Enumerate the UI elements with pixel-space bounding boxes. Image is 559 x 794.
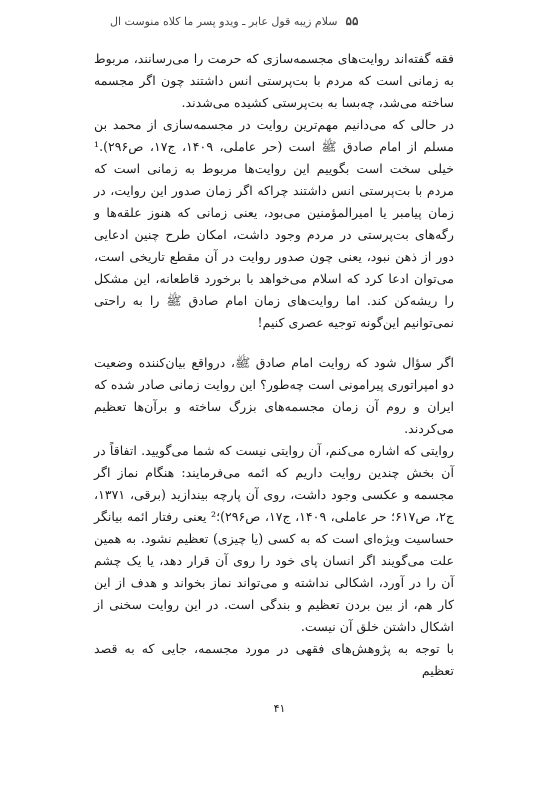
paragraph: فقه گفته‌اند روایت‌های مجسمه‌سازی که حرمت را می‌رسانند، مربوط به زمانی است که مردم با بت‌پرستی انس داشتند چون اگر مجسمه ساخته می‌شد، چه‌بسا به بت‌پرستی کشیده می‌شدند.	[94, 51, 454, 110]
body-text	[94, 48, 454, 682]
paragraph: با توجه به پژوهش‌های فقهی در مورد مجسمه، جایی که به قصد تعظیم	[94, 641, 454, 678]
header-running-title: سلام زیبه قول عابر ـ ویدو پسر ما کلاه منوست ال	[110, 14, 338, 28]
paragraph: در حالی که می‌دانیم مهم‌ترین روایت در مجسمه‌سازی از محمد بن مسلم از امام صادق ﷺ است (حر عاملی، ۱۴۰۹، ج۱۷، ص۲۹۶).¹ خیلی سخت است بگوییم این روایت‌ها مربوط به زمانی است که مردم با بت‌پرستی انس داشتند چراکه اگر زمان صدور این روایت، در زمان پیامبر یا امیرالمؤمنین می‌بود، یعنی زمانی که هنوز علقه‌ها و رگه‌های بت‌پرستی در مردم وجود داشت، امکان طرح چنین ادعایی دور از ذهن نبود، یعنی چون صدور روایت در آن مقطع تاریخی است، می‌توان ادعا کرد که اسلام می‌خواهد با برخورد قاطعانه، این مشکل را ریشه‌کن کند. اما روایت‌های زمان امام صادق ﷺ را به راحتی نمی‌توانیم این‌گونه توجیه عصری کنیم!	[94, 117, 454, 330]
header-mark: ۵۵	[345, 14, 359, 28]
paragraph: اگر سؤال شود که روایت امام صادق ﷺ، درواقع بیان‌کننده وضعیت دو امپراتوری پیرامونی است چه‌طور؟ این روایت زمانی صادر شده که ایران و روم آن زمان مجسمه‌های بزرگ ساخته و برآن‌ها تعظیم می‌کردند.	[94, 355, 454, 436]
section-gap	[94, 334, 454, 352]
page-number: ۴۱	[273, 702, 286, 715]
running-header	[110, 10, 463, 32]
paragraph: روایتی که اشاره می‌کنم، آن روایتی نیست که شما می‌گویید. اتفاقاً در آن بخش چندین روایت داریم که ائمه می‌فرمایند: هنگام نماز اگر مجسمه و عکسی وجود داشت، روی آن پارچه بیندازید (برقی، ۱۳۷۱، ج۲، ص۶۱۷؛ حر عاملی، ۱۴۰۹، ج۱۷، ص۲۹۶)؛² یعنی رفتار ائمه بیانگر حساسیت ویژه‌ای است که به کسی (یا چیزی) تعظیم نشود. به همین علت می‌گویند اگر انسان پای خود را روی آن قرار دهد، یا یک چشم آن را در آورد، اشکالی نداشته و می‌تواند نماز بخواند و هدف از این کار هم، از بین بردن تعظیم و بندگی است. در این روایت سخنی از اشکال داشتن خلق آن نیست.	[94, 443, 454, 634]
